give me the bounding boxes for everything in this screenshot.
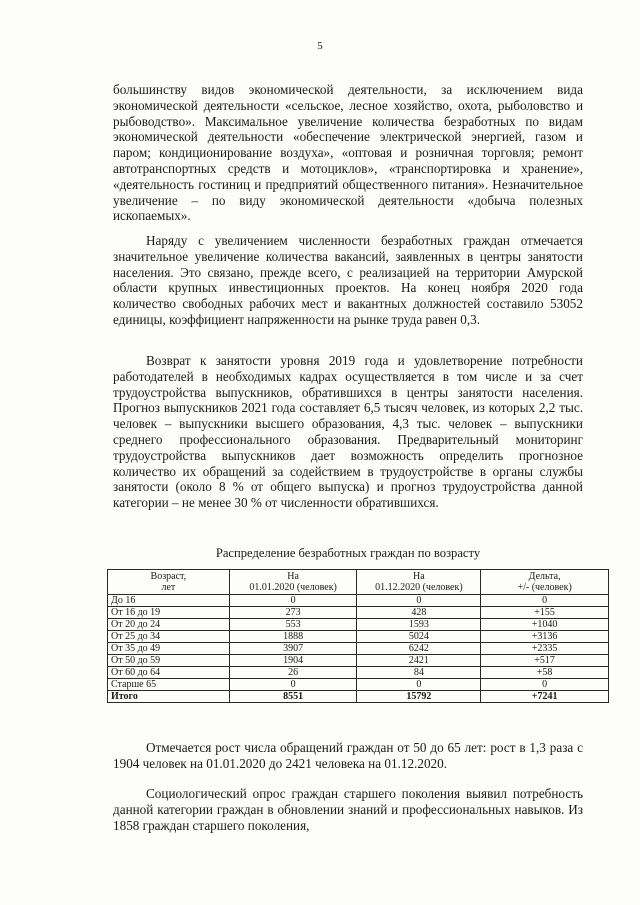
cell-delta: +2335 (481, 643, 609, 655)
cell-delta: +7241 (481, 691, 609, 703)
table-row (108, 655, 609, 667)
cell-age: От 35 до 49 (108, 643, 230, 655)
header-dec (357, 570, 481, 595)
cell-age: От 60 до 64 (108, 667, 230, 679)
cell-age: От 16 до 19 (108, 607, 230, 619)
cell-age: Итого (108, 691, 230, 703)
cell-age: От 50 до 59 (108, 655, 230, 667)
paragraph-vacancies: Наряду с увеличением численности безработных граждан отмечается значительное увеличение количества вакансий, заявленных в центры занятости населения. Это связано, прежде всего, с реализацией на территории Амурской области крупных инвестиционных проектов. На конец ноября 2020 года количество свободных рабочих мест и вакантных должностей составило 53052 единицы, коэффициент напряженности на рынке труда равен 0,3. (113, 233, 583, 327)
page-number: 5 (317, 40, 323, 52)
cell-delta: +1040 (481, 619, 609, 631)
paragraph-sociological-survey: Социологический опрос граждан старшего поколения выявил потребность данной категории граждан в обновлении знаний и профессиональных навыков. Из 1858 граждан старшего поколения, (113, 786, 583, 833)
cell-delta: 0 (481, 679, 609, 691)
cell-delta: +3136 (481, 631, 609, 643)
cell-jan: 8551 (229, 691, 357, 703)
cell-delta: 0 (481, 595, 609, 607)
paragraph-economic-activities: большинству видов экономической деятельности, за исключением вида экономической деятельности «сельское, лесное хозяйство, охота, рыболовство и рыбоводство». Максимальное увеличение количества безработных по видам экономической деятельности «обеспечение электрической энергией, газом и паром; кондиционирование воздуха», «оптовая и розничная торговля; ремонт автотранспортных средств и мотоциклов», «транспортировка и хранение», «деятельность гостиниц и предприятий общественного питания». Незначительное увеличение – по виду экономической деятельности «добыча полезных ископаемых». (113, 82, 583, 224)
cell-dec: 0 (357, 595, 481, 607)
table-row (108, 595, 609, 607)
header-delta-line2: +/- (человек) (517, 582, 572, 593)
cell-dec: 428 (357, 607, 481, 619)
cell-jan: 0 (229, 679, 357, 691)
cell-jan: 3907 (229, 643, 357, 655)
table-row (108, 667, 609, 679)
header-age-line2: лет (161, 582, 176, 593)
age-distribution-table (107, 569, 609, 703)
table-total-row (108, 691, 609, 703)
paragraph-graduates: Возврат к занятости уровня 2019 года и удовлетворение потребности работодателей в необходимых кадрах осуществляется в том числе и за счет трудоустройства выпускников, обратившихся в центры занятости населения. Прогноз выпускников 2021 года составляет 6,5 тысяч человек, из которых 2,2 тыс. человек – выпускники высшего образования, 4,3 тыс. человек – выпускники среднего профессионального образования. Предварительный мониторинг трудоустройства выпускников дает возможность определить прогнозное количество их обращений за содействием в трудоустройстве в органы службы занятости (около 8 % от общего выпуска) и прогноз трудоустройства данной категории – не менее 30 % от численности обратившихся. (113, 353, 583, 511)
cell-delta: +155 (481, 607, 609, 619)
cell-dec: 2421 (357, 655, 481, 667)
cell-jan: 273 (229, 607, 357, 619)
table-row (108, 607, 609, 619)
cell-age: Старше 65 (108, 679, 230, 691)
header-age-line1: Возраст, (150, 571, 187, 582)
paragraph-age-growth: Отмечается рост числа обращений граждан от 50 до 65 лет: рост в 1,3 раза с 1904 человек на 01.01.2020 до 2421 человека на 01.12.2020. (113, 740, 583, 771)
header-dec-line2: 01.12.2020 (человек) (375, 582, 463, 593)
header-delta-line1: Дельта, (528, 571, 561, 582)
cell-dec: 84 (357, 667, 481, 679)
table-header-row (108, 570, 609, 595)
cell-age: От 20 до 24 (108, 619, 230, 631)
cell-dec: 1593 (357, 619, 481, 631)
cell-dec: 6242 (357, 643, 481, 655)
header-delta (481, 570, 609, 595)
header-age (108, 570, 230, 595)
cell-jan: 1888 (229, 631, 357, 643)
cell-jan: 26 (229, 667, 357, 679)
cell-dec: 15792 (357, 691, 481, 703)
cell-age: От 25 до 34 (108, 631, 230, 643)
table-row (108, 619, 609, 631)
table-row (108, 643, 609, 655)
cell-jan: 553 (229, 619, 357, 631)
table-row (108, 679, 609, 691)
header-jan (229, 570, 357, 595)
cell-jan: 0 (229, 595, 357, 607)
header-jan-line2: 01.01.2020 (человек) (249, 582, 337, 593)
header-jan-line1: На (287, 571, 299, 582)
cell-age: До 16 (108, 595, 230, 607)
header-dec-line1: На (413, 571, 425, 582)
cell-delta: +517 (481, 655, 609, 667)
cell-delta: +58 (481, 667, 609, 679)
cell-jan: 1904 (229, 655, 357, 667)
table-row (108, 631, 609, 643)
cell-dec: 0 (357, 679, 481, 691)
cell-dec: 5024 (357, 631, 481, 643)
table-title: Распределение безработных граждан по возрасту (215, 546, 481, 560)
